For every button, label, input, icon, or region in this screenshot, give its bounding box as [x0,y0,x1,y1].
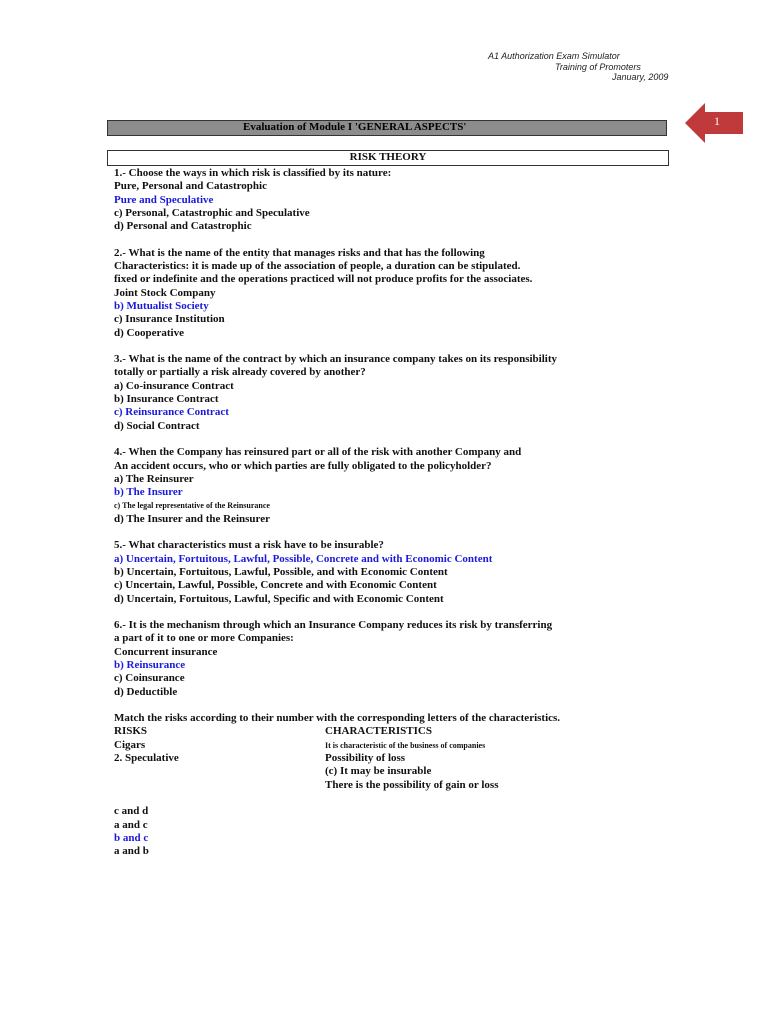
correct-answer-option: b and c [114,831,149,844]
answer-option: Concurrent insurance [114,645,218,658]
answer-option: c and d [114,805,149,818]
risk-cell [114,779,325,792]
answer-option: a and b [114,845,149,858]
correct-answer-option: b) The Insurer [114,486,183,499]
question-text: 4.- When the Company has reinsured part or all of the risk with another Company and [114,446,522,459]
answer-option: b) Insurance Contract [114,393,219,406]
characteristic-cell: It is characteristic of the business of companies [325,740,486,750]
answer-option: a) The Reinsurer [114,472,194,485]
spacer [114,526,674,539]
answer-option: a and c [114,818,148,831]
answer-option: Joint Stock Company [114,286,216,299]
characteristic-cell: Possibility of loss [325,752,406,765]
answer-option: Pure, Personal and Catastrophic [114,180,267,193]
question-text: An accident occurs, who or which parties are fully obligated to the policyholder? [114,459,492,472]
question-text: fixed or indefinite and the operations practiced will not produce profits for the associates. [114,273,533,286]
answer-option: c) The legal representative of the Reinsurance [114,501,270,511]
spacer [114,699,674,712]
answer-option: d) Deductible [114,685,178,698]
answer-option: a) Co-insurance Contract [114,379,234,392]
spacer [114,340,674,353]
correct-answer-option: b) Mutualist Society [114,299,209,312]
question-text: 2.- What is the name of the entity that manages risks and that has the following [114,246,485,259]
header-exam-title: A1 Authorization Exam Simulator [488,51,620,61]
match-header-row [114,725,674,738]
spacer [114,606,674,619]
correct-answer-option: a) Uncertain, Fortuitous, Lawful, Possible, Concrete and with Economic Content [114,552,493,565]
match-row [114,779,674,792]
question-text: 3.- What is the name of the contract by which an insurance company takes on its responsibility [114,353,557,366]
question-text: 6.- It is the mechanism through which an Insurance Company reduces its risk by transferring [114,619,553,632]
question-text: 5.- What characteristics must a risk have to be insurable? [114,539,384,552]
spacer [114,792,674,805]
answer-option: c) Uncertain, Lawful, Possible, Concrete and with Economic Content [114,579,437,592]
answer-option: b) Uncertain, Fortuitous, Lawful, Possible, and with Economic Content [114,565,448,578]
correct-answer-option: Pure and Speculative [114,193,214,206]
answer-option: c) Personal, Catastrophic and Speculative [114,206,310,219]
match-row [114,765,674,778]
header-date: January, 2009 [612,72,669,82]
characteristics-header: CHARACTERISTICS [325,725,432,738]
answer-option: c) Coinsurance [114,672,185,685]
risk-cell: 2. Speculative [114,752,179,765]
match-row [114,752,674,765]
answer-option: d) Social Contract [114,419,200,432]
match-row [114,739,674,752]
match-prompt: Match the risks according to their number with the corresponding letters of the characteristics. [114,712,561,725]
characteristic-cell: (c) It may be insurable [325,765,432,778]
question-text: 1.- Choose the ways in which risk is classified by its nature: [114,167,392,179]
question-text: a part of it to one or more Companies: [114,632,294,645]
spacer [114,233,674,246]
page-number: 1 [714,114,720,128]
questions-content [114,167,674,858]
risk-cell: Cigars [114,738,146,751]
characteristic-cell: There is the possibility of gain or loss [325,778,499,791]
spacer [114,433,674,446]
correct-answer-option: c) Reinsurance Contract [114,406,229,419]
question-text: totally or partially a risk already covered by another? [114,366,366,379]
answer-option: d) Cooperative [114,326,184,339]
answer-option: c) Insurance Institution [114,313,225,326]
question-text: Characteristics: it is made up of the association of people, a duration can be stipulated. [114,260,521,273]
answer-option: d) Personal and Catastrophic [114,220,252,233]
risks-header: RISKS [114,725,148,738]
header-training: Training of Promoters [555,62,641,72]
correct-answer-option: b) Reinsurance [114,658,186,671]
risk-cell [114,765,325,778]
document-title: Evaluation of Module I 'GENERAL ASPECTS' [243,121,467,133]
answer-option: d) Uncertain, Fortuitous, Lawful, Specific and with Economic Content [114,592,444,605]
section-title: RISK THEORY [349,151,427,163]
answer-option: d) The Insurer and the Reinsurer [114,512,270,525]
